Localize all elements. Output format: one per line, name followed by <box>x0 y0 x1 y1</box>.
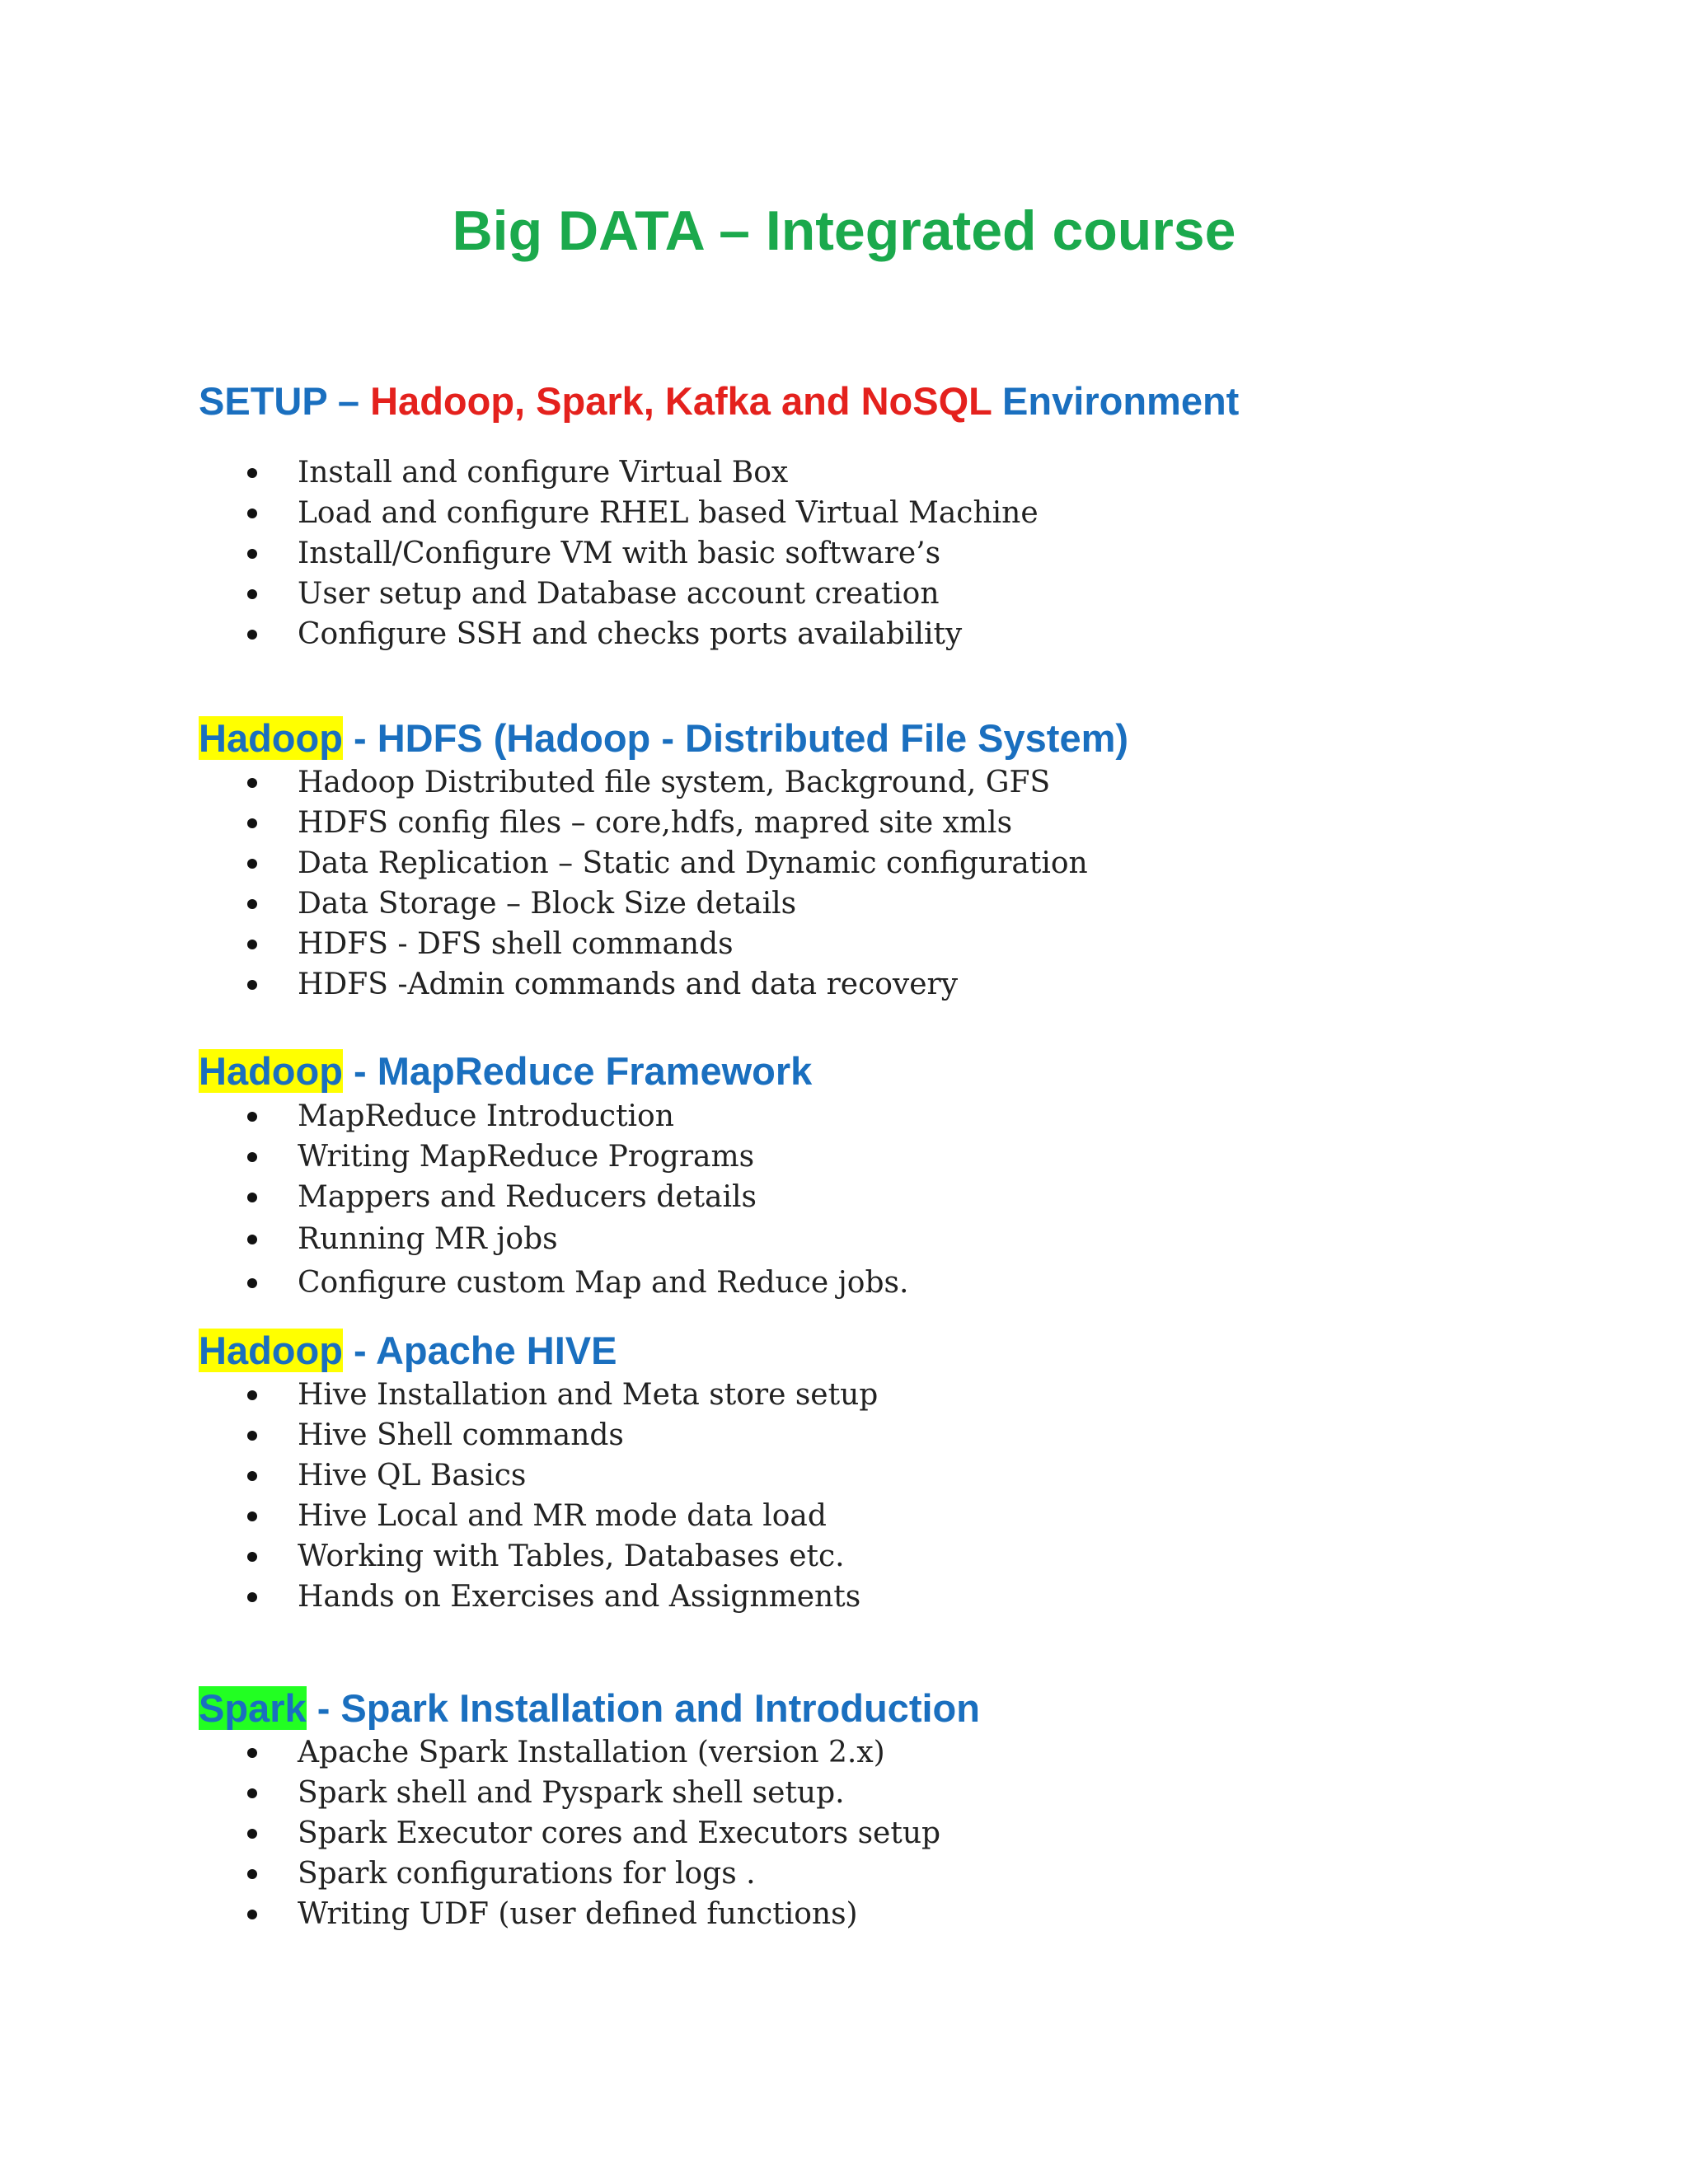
bullet-icon <box>247 1829 257 1839</box>
section-heading-hdfs <box>199 715 1128 762</box>
list-item <box>0 1894 940 1934</box>
list-item-text: Hive Installation and Meta store setup <box>298 1378 879 1412</box>
section-heading-mapreduce <box>199 1047 812 1095</box>
heading-suffix: Environment <box>992 379 1240 423</box>
list-item-text: Data Replication – Static and Dynamic configuration <box>298 846 1088 880</box>
setup-list <box>0 452 1039 654</box>
hadoop-highlight-tag: Hadoop <box>199 1049 343 1093</box>
bullet-icon <box>247 509 257 518</box>
list-item <box>0 452 1039 493</box>
list-item-text: Hands on Exercises and Assignments <box>298 1580 861 1614</box>
list-item <box>0 1261 908 1305</box>
bullet-icon <box>247 859 257 869</box>
list-item <box>0 843 1088 883</box>
bullet-icon <box>247 1471 257 1481</box>
list-item-text: Apache Spark Installation (version 2.x) <box>298 1736 885 1769</box>
list-item <box>0 964 1088 1005</box>
hdfs-list <box>0 762 1088 1005</box>
bullet-icon <box>247 1869 257 1879</box>
list-item-text: Hadoop Distributed file system, Background, GFS <box>298 766 1051 799</box>
list-item <box>0 614 1039 654</box>
list-item-text: Load and configure RHEL based Virtual Machine <box>298 496 1039 530</box>
list-item-text: User setup and Database account creation <box>298 577 940 611</box>
bullet-icon <box>247 1592 257 1602</box>
list-item-text: Spark shell and Pyspark shell setup. <box>298 1776 845 1810</box>
list-item-text: Hive QL Basics <box>298 1459 527 1493</box>
heading-rest: - Spark Installation and Introduction <box>306 1686 980 1730</box>
list-item <box>0 1455 878 1496</box>
bullet-icon <box>247 1152 257 1162</box>
list-item <box>0 574 1039 614</box>
bullet-icon <box>247 1552 257 1562</box>
list-item <box>0 493 1039 533</box>
bullet-icon <box>247 940 257 949</box>
bullet-icon <box>247 468 257 478</box>
list-item <box>0 1415 878 1455</box>
heading-rest: - MapReduce Framework <box>342 1049 813 1093</box>
bullet-icon <box>247 1235 257 1244</box>
bullet-icon <box>247 1511 257 1521</box>
list-item-text: Writing MapReduce Programs <box>298 1140 755 1174</box>
list-item-text: Running MR jobs <box>298 1222 558 1256</box>
bullet-icon <box>247 549 257 559</box>
bullet-icon <box>247 630 257 640</box>
list-item <box>0 1732 940 1773</box>
bullet-icon <box>247 899 257 909</box>
list-item <box>0 1137 908 1177</box>
list-item-text: Install and configure Virtual Box <box>298 456 789 490</box>
bullet-icon <box>247 1910 257 1919</box>
bullet-icon <box>247 1788 257 1798</box>
list-item-text: Configure custom Map and Reduce jobs. <box>298 1266 909 1300</box>
section-heading-spark <box>199 1685 980 1732</box>
list-item <box>0 924 1088 964</box>
list-item-text: Spark configurations for logs . <box>298 1857 756 1891</box>
list-item-text: Mappers and Reducers details <box>298 1180 757 1214</box>
section-heading-setup <box>199 377 1239 425</box>
bullet-icon <box>247 1112 257 1122</box>
heading-rest: - HDFS (Hadoop - Distributed File System) <box>342 716 1129 760</box>
list-item <box>0 762 1088 803</box>
hadoop-highlight-tag: Hadoop <box>199 716 343 760</box>
list-item-text: Hive Local and MR mode data load <box>298 1499 827 1533</box>
bullet-icon <box>247 1278 257 1288</box>
bullet-icon <box>247 980 257 990</box>
list-item-text: Spark Executor cores and Executors setup <box>298 1816 941 1850</box>
heading-technologies: Hadoop, Spark, Kafka and NoSQL <box>370 379 992 423</box>
section-heading-hive <box>199 1327 617 1375</box>
list-item <box>0 883 1088 924</box>
list-item-text: HDFS config files – core,hdfs, mapred site xmls <box>298 806 1013 840</box>
spark-list <box>0 1732 940 1934</box>
list-item-text: MapReduce Introduction <box>298 1099 674 1133</box>
list-item <box>0 1096 908 1137</box>
list-item <box>0 803 1088 843</box>
list-item-text: Configure SSH and checks ports availability <box>298 617 963 651</box>
list-item <box>0 533 1039 574</box>
mapreduce-list <box>0 1096 908 1305</box>
page-title: Big DATA – Integrated course <box>452 199 1236 262</box>
hadoop-highlight-tag: Hadoop <box>199 1329 343 1372</box>
list-item-text: Writing UDF (user defined functions) <box>298 1897 858 1931</box>
list-item-text: Hive Shell commands <box>298 1418 624 1452</box>
bullet-icon <box>247 818 257 828</box>
list-item <box>0 1375 878 1415</box>
list-item <box>0 1813 940 1854</box>
list-item <box>0 1577 878 1617</box>
list-item-text: HDFS - DFS shell commands <box>298 927 734 961</box>
list-item-text: Working with Tables, Databases etc. <box>298 1540 845 1573</box>
list-item <box>0 1496 878 1536</box>
heading-prefix: SETUP – <box>199 379 371 423</box>
list-item-text: Install/Configure VM with basic software’s <box>298 537 941 570</box>
hive-list <box>0 1375 878 1617</box>
list-item-text: Data Storage – Block Size details <box>298 887 797 921</box>
list-item <box>0 1854 940 1894</box>
list-item <box>0 1177 908 1217</box>
bullet-icon <box>247 589 257 599</box>
list-item <box>0 1773 940 1813</box>
bullet-icon <box>247 1390 257 1400</box>
list-item <box>0 1536 878 1577</box>
list-item <box>0 1217 908 1261</box>
bullet-icon <box>247 1431 257 1441</box>
bullet-icon <box>247 1748 257 1758</box>
list-item-text: HDFS -Admin commands and data recovery <box>298 968 959 1001</box>
bullet-icon <box>247 778 257 788</box>
heading-rest: - Apache HIVE <box>342 1329 617 1372</box>
bullet-icon <box>247 1193 257 1202</box>
spark-highlight-tag: Spark <box>199 1686 307 1730</box>
